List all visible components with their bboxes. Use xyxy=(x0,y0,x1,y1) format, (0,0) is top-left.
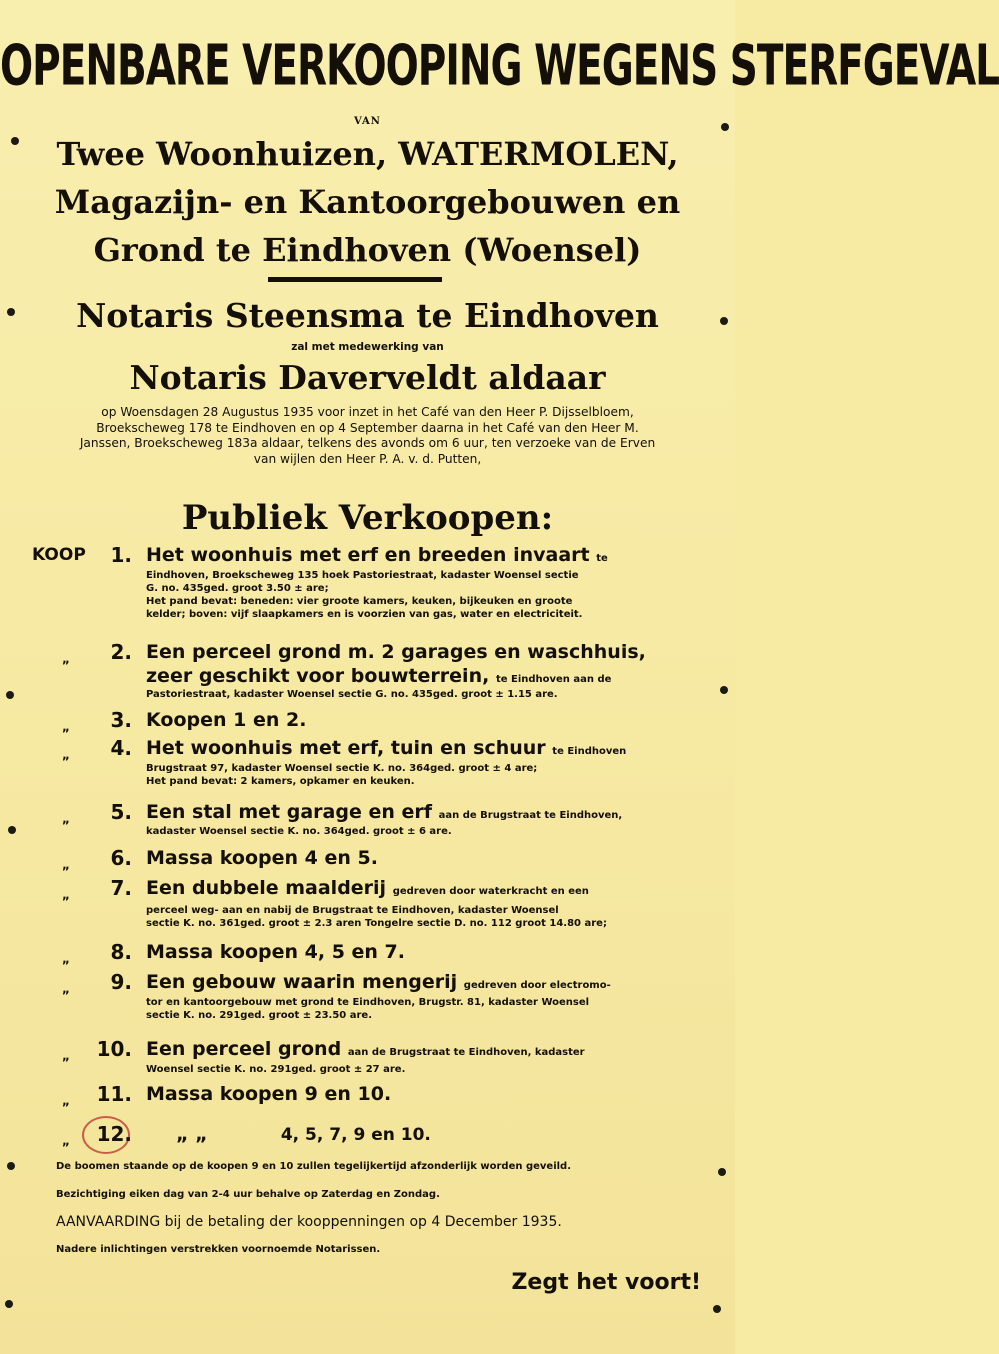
lot-detail-line: kelder; boven: vijf slaapkamers en is voorzien van gas, water en electriciteit. xyxy=(146,609,583,620)
lot-heading xyxy=(176,1123,696,1145)
pin-hole xyxy=(713,1305,721,1313)
divider-rule xyxy=(268,277,442,282)
subject-line-2: Magazijn- en Kantoorgebouwen en xyxy=(54,183,681,221)
poster-title: OPENBARE VERKOOPING WEGENS STERFGEVAL xyxy=(0,33,999,100)
lot-head-text: Een dubbele maalderij xyxy=(146,877,387,899)
lot-heading: Een perceel grond m. 2 garages en waschhuis, xyxy=(146,641,646,663)
lot-heading xyxy=(146,877,706,899)
lot-number: 12. xyxy=(96,1122,132,1146)
lot-tail-text: te xyxy=(596,553,608,564)
subject-line-1: Twee Woonhuizen, WATERMOLEN, xyxy=(56,135,679,173)
pin-hole xyxy=(7,1162,15,1170)
lot-heading: Massa koopen 4 en 5. xyxy=(146,847,378,869)
lot-details xyxy=(146,762,706,788)
lot-number: 3. xyxy=(110,708,132,732)
lot-heading xyxy=(146,971,706,993)
pin-hole xyxy=(6,691,14,699)
intro-line: Janssen, Broekscheweg 183a aldaar, telkens des avonds om 6 uur, ten verzoeke van de Erven xyxy=(79,436,656,450)
lot-detail-line: sectie K. no. 291ged. groot ± 23.50 are. xyxy=(146,1010,373,1021)
lot-details xyxy=(146,904,706,930)
ditto-mark: „ xyxy=(62,858,70,872)
lot-tail-text: te Eindhoven aan de xyxy=(495,674,612,685)
notary-daverveldt: Notaris Daverveldt aldaar xyxy=(129,358,606,397)
lot-heading: Koopen 1 en 2. xyxy=(146,709,307,731)
pin-hole xyxy=(8,826,16,834)
lot-number: 9. xyxy=(110,970,132,994)
lot-number: 8. xyxy=(110,940,132,964)
lot-heading xyxy=(146,544,706,566)
footer-note-info: Nadere inlichtingen verstrekken voornoemde Notarissen. xyxy=(56,1244,381,1255)
ditto-mark: „ xyxy=(62,1094,70,1108)
ditto-mark: „ xyxy=(62,952,70,966)
lot-detail-line: Brugstraat 97, kadaster Woensel sectie K. no. 364ged. groot ± 4 are; xyxy=(146,763,538,774)
footer-note-trees: De boomen staande op de koopen 9 en 10 zullen tegelijkertijd afzonderlijk worden geveild. xyxy=(56,1161,572,1172)
lot-heading xyxy=(146,737,706,759)
lot-heading xyxy=(146,801,706,823)
ditto-mark: „ xyxy=(62,1049,70,1063)
ditto-mark: „ xyxy=(62,982,70,996)
lot-heading xyxy=(146,665,706,687)
lot-detail-line: Eindhoven, Broekscheweg 135 hoek Pastoriestraat, kadaster Woensel sectie xyxy=(146,570,579,581)
lot-heading: Massa koopen 4, 5 en 7. xyxy=(146,941,405,963)
lot-number: 7. xyxy=(110,876,132,900)
lot-head-text: Een gebouw waarin mengerij xyxy=(146,971,458,993)
van-label: VAN xyxy=(354,116,381,127)
pin-hole xyxy=(718,1168,726,1176)
lot-number: 2. xyxy=(110,640,132,664)
lot-head-text: Het woonhuis met erf, tuin en schuur xyxy=(146,737,546,759)
subject-line-3: Grond te Eindhoven (Woensel) xyxy=(93,231,642,269)
lot-tail-text: aan de Brugstraat te Eindhoven, xyxy=(438,810,623,821)
lot-heading: Massa koopen 9 en 10. xyxy=(146,1083,392,1105)
intro-paragraph xyxy=(30,405,705,467)
lot-number: 1. xyxy=(110,543,132,567)
lot-tail-text: gedreven door waterkracht en een xyxy=(392,886,589,897)
koop-label: KOOP xyxy=(32,545,86,565)
ditto-mark: „ xyxy=(62,720,70,734)
footer-note-viewing: Bezichtiging eiken dag van 2-4 uur behalve op Zaterdag en Zondag. xyxy=(56,1189,440,1200)
publiek-heading: Publiek Verkoopen: xyxy=(181,498,554,538)
lot-head-text: Een perceel grond xyxy=(146,1038,342,1060)
lot-head-text: „ „ xyxy=(176,1123,208,1145)
lot-heading xyxy=(146,1038,706,1060)
ditto-mark: „ xyxy=(62,812,70,826)
intro-line: op Woensdagen 28 Augustus 1935 voor inzet in het Café van den Heer P. Dijsselbloem, xyxy=(101,405,634,419)
intro-line: van wijlen den Heer P. A. v. d. Putten, xyxy=(253,451,482,466)
ditto-mark: „ xyxy=(62,748,70,762)
lot-detail-line: sectie K. no. 361ged. groot ± 2.3 aren Tongelre sectie D. no. 112 groot 14.80 are; xyxy=(146,918,607,929)
aanvaarding-line: AANVAARDING bij de betaling der kooppenningen op 4 December 1935. xyxy=(56,1214,562,1230)
lot-detail-line: Het pand bevat: beneden: vier groote kamers, keuken, bijkeuken en groote xyxy=(146,596,573,607)
lot-details: Pastoriestraat, kadaster Woensel sectie G. no. 435ged. groot ± 1.15 are. xyxy=(146,689,558,700)
ditto-mark: „ xyxy=(62,888,70,902)
pin-hole xyxy=(720,686,728,694)
lot-detail-line: tor en kantoorgebouw met grond te Eindhoven, Brugstr. 81, kadaster Woensel xyxy=(146,997,590,1008)
ditto-mark: „ xyxy=(62,652,70,666)
lot-tail-text: aan de Brugstraat te Eindhoven, kadaster xyxy=(347,1047,585,1058)
lot-tail-text: 4, 5, 7, 9 en 10. xyxy=(280,1125,431,1145)
ditto-mark: „ xyxy=(62,1134,70,1148)
intro-line: Broekscheweg 178 te Eindhoven en op 4 September daarna in het Café van den Heer M. xyxy=(96,420,639,435)
pin-hole xyxy=(5,1300,13,1308)
notary-steensma: Notaris Steensma te Eindhoven xyxy=(76,296,659,335)
lot-detail-line: perceel weg- aan en nabij de Brugstraat te Eindhoven, kadaster Woensel xyxy=(146,905,559,916)
lot-number: 4. xyxy=(110,736,132,760)
lot-details xyxy=(146,996,706,1022)
lot-details xyxy=(146,569,706,621)
lot-head-text: Het woonhuis met erf en breeden invaart xyxy=(146,544,590,566)
lot-details: kadaster Woensel sectie K. no. 364ged. groot ± 6 are. xyxy=(146,826,452,837)
lot-number: 6. xyxy=(110,846,132,870)
lot-detail-line: Het pand bevat: 2 kamers, opkamer en keuken. xyxy=(146,776,415,787)
lot-details: Woensel sectie K. no. 291ged. groot ± 27 are. xyxy=(146,1064,406,1075)
lot-number: 10. xyxy=(96,1037,132,1061)
closing-text: Zegt het voort! xyxy=(511,1270,701,1295)
lot-number: 5. xyxy=(110,800,132,824)
lot-head-text: zeer geschikt voor bouwterrein, xyxy=(146,665,490,687)
lot-head-text: Een stal met garage en erf xyxy=(146,801,432,823)
lot-tail-text: te Eindhoven xyxy=(552,746,627,757)
lot-detail-line: G. no. 435ged. groot 3.50 ± are; xyxy=(146,583,329,594)
lot-number: 11. xyxy=(96,1082,132,1106)
lot-tail-text: gedreven door electromo- xyxy=(463,980,611,991)
with-help-text: zal met medewerking van xyxy=(291,341,444,353)
